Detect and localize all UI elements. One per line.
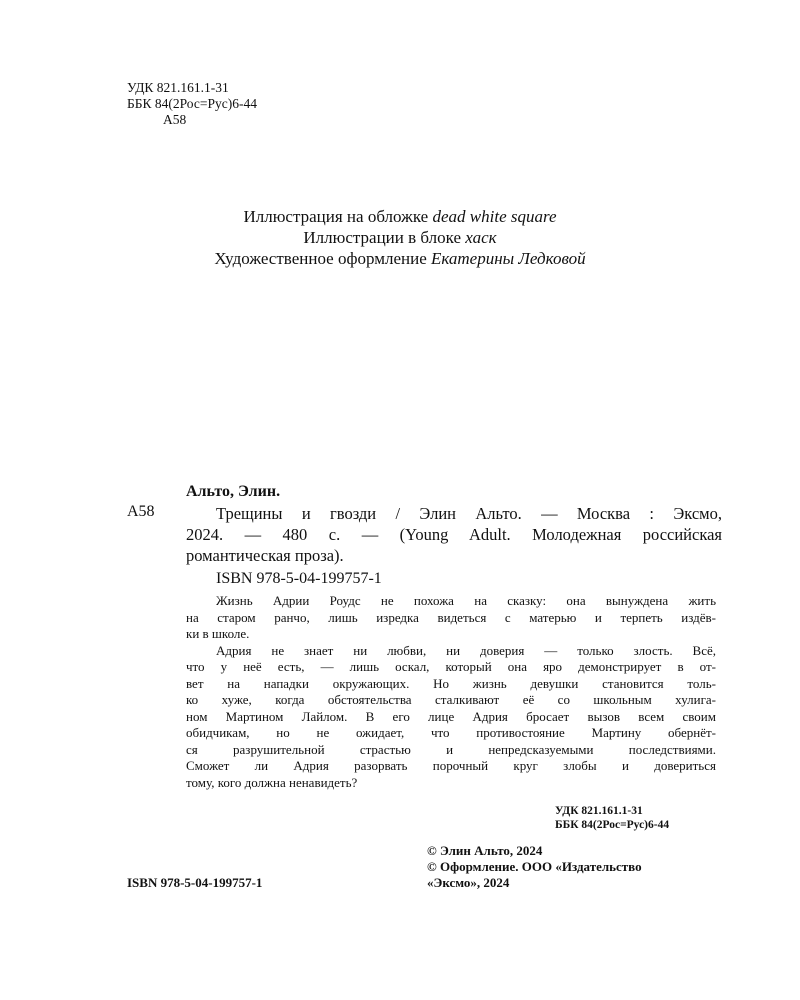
- bbk-code-bottom: ББК 84(2Рос=Рус)6-44: [555, 819, 670, 831]
- annotation-line: вет на нападки окружающих. Но жизнь девушки становится толь-: [186, 675, 716, 691]
- isbn-bottom: ISBN 978-5-04-199757-1: [127, 875, 263, 890]
- annotation-line: что у неё есть, — лишь оскал, который она яро демонстрирует в от-: [186, 659, 716, 674]
- catalog-line: романтическая проза).: [186, 546, 344, 565]
- cover-artist: dead white square: [432, 207, 557, 226]
- design-artist: Екатерины Ледковой: [430, 249, 586, 268]
- cover-credit-label: Иллюстрация на обложке: [243, 207, 433, 226]
- annotation-line: Жизнь Адрии Роудс не похожа на сказку: она вынуждена жить: [216, 593, 716, 608]
- block-illustration-credit: [0, 227, 800, 248]
- catalog-author: Альто, Элин.: [186, 483, 281, 500]
- catalog-index: А58: [127, 503, 155, 520]
- cover-illustration-credit: [0, 206, 800, 227]
- annotation-line: ки в школе.: [186, 626, 250, 641]
- annotation-line: тому, кого должна ненавидеть?: [186, 774, 358, 790]
- copyright-design-year: «Эксмо», 2024: [427, 875, 510, 890]
- annotation-line: Адрия не знает ни любви, ни доверия — только злость. Всё,: [216, 642, 716, 658]
- annotation-line: ся разрушительной страстью и непредсказуемыми последствиями.: [186, 741, 716, 757]
- bbk-code: ББК 84(2Рос=Рус)6-44: [127, 96, 257, 111]
- annotation-line: Сможет ли Адрия разорвать порочный круг злобы и довериться: [186, 758, 716, 773]
- block-credit-label: Иллюстрации в блоке: [303, 228, 466, 247]
- udk-code: УДК 821.161.1-31: [127, 80, 229, 95]
- design-credit-label: Художественное оформление: [214, 249, 431, 268]
- block-artist: хаск: [465, 228, 497, 247]
- annotation-line: ном Мартином Лайлом. В его лице Адрия бросает вызов всем своим: [186, 708, 716, 724]
- annotation-line: на старом ранчо, лишь изредка видеться с матерью и терпеть издёв-: [186, 609, 716, 625]
- author-sign: А58: [163, 112, 187, 127]
- copyright-author: © Элин Альто, 2024: [427, 843, 543, 858]
- annotation-line: обидчикам, но не ожидает, что противостояние Мартину обернёт-: [186, 725, 716, 740]
- annotation-line: ко хуже, когда обстоятельства сталкивают её со школьным хулига-: [186, 692, 716, 707]
- catalog-line: 2024. — 480 с. — (Young Adult. Молодежная российская: [186, 525, 722, 544]
- catalog-line: Трещины и гвозди / Элин Альто. — Москва : Эксмо,: [216, 504, 722, 523]
- catalog-isbn: ISBN 978-5-04-199757-1: [216, 570, 382, 587]
- design-credit: [0, 248, 800, 269]
- udk-code-bottom: УДК 821.161.1-31: [555, 805, 643, 817]
- copyright-design: © Оформление. ООО «Издательство: [427, 859, 642, 874]
